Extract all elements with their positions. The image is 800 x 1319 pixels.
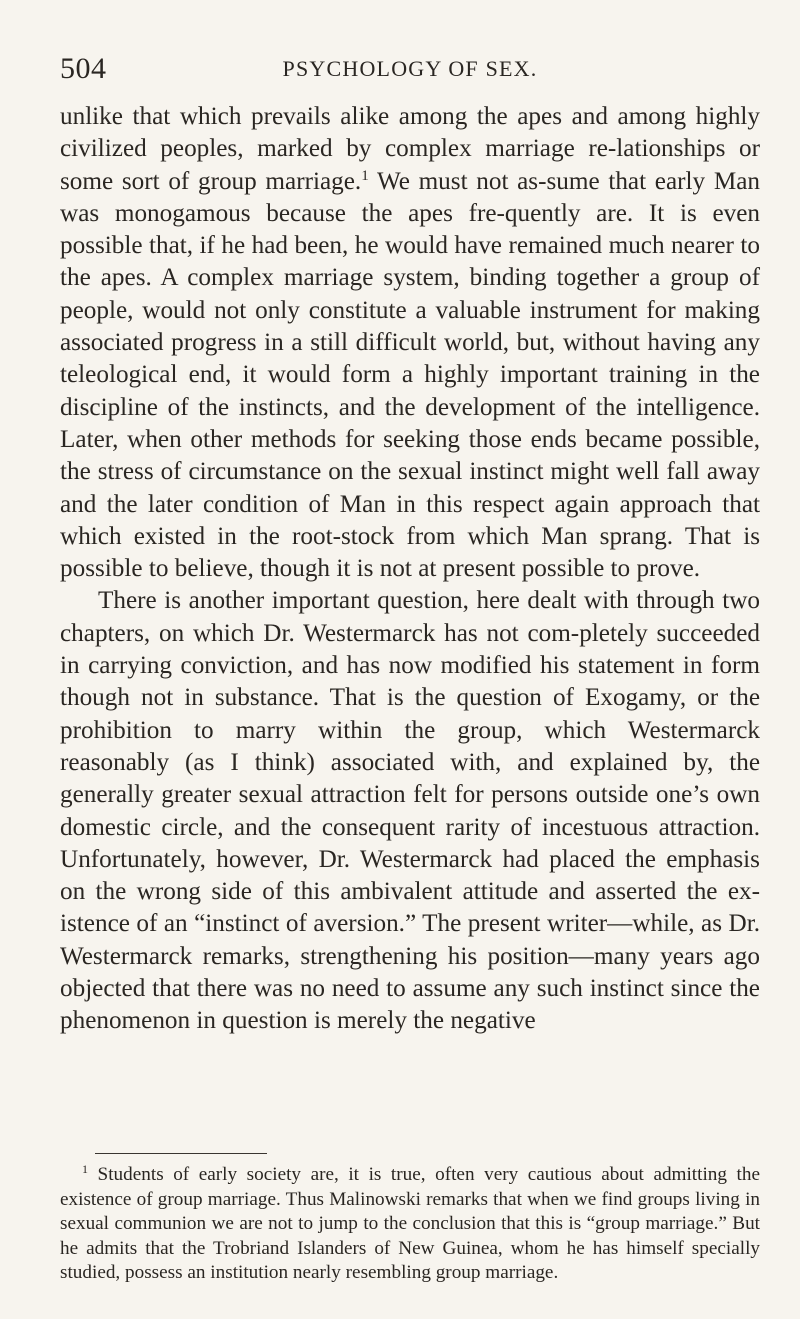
footnote-text: Students of early society are, it is true, often very cautious about admitting the existence of group marriage. Thus Malinowski remarks that when we find groups living in sexual communion we are not to jump to the conclusion that this is “group marriage.” But he admits that the Trobriand Islanders of New Guinea, whom he has himself specially studied, possess an institution nearly resembling group marriage. <box>60 1164 760 1284</box>
paragraph-1-text: unlike that which prevails alike among the apes and among highly civilized peoples, marked by complex marriage re-lationships or some sort of group marriage. <box>60 103 760 195</box>
footnote-divider <box>95 1153 267 1154</box>
main-text <box>60 101 760 1038</box>
paragraph-continued <box>60 101 760 585</box>
running-title: PSYCHOLOGY OF SEX. <box>282 56 538 81</box>
footnote-mark: 1 <box>82 1162 88 1176</box>
page-header <box>60 52 760 92</box>
footnotes <box>60 1163 760 1286</box>
footnote-1 <box>60 1163 760 1286</box>
footnote-reference: 1 <box>361 167 369 184</box>
page-number: 504 <box>60 52 107 85</box>
paragraph-2: There is another important question, here dealt with through two chapters, on which Dr. Westermarck has not com-pletely succeeded in carrying conviction, and has now modified his statement in form though not in substance. That is the question of Exogamy, or the prohibition to marry within the group, which Westermarck reasonably (as I think) associated with, and explained by, the generally greater sexual attraction felt for persons outside one’s own domestic circle, and the consequent rarity of incestuous attraction. Unfortunately, however, Dr. Westermarck had placed the emphasis on the wrong side of this ambivalent attitude and asserted the ex-istence of an “instinct of aversion.” The present writer—while, as Dr. Westermarck remarks, strengthening his position—many years ago objected that there was no need to assume any such instinct since the phenomenon in question is merely the negative <box>60 587 760 1035</box>
paragraph-1-text-continued: We must not as-sume that early Man was monogamous because the apes fre-quently are. It is even possible that, if he had been, he would have remained much nearer to the apes. A complex marriage system, binding together a group of people, would not only constitute a valuable instrument for making associated progress in a still difficult world, but, without having any teleological end, it would form a highly important training in the discipline of the instincts, and the development of the intelligence. Later, when other methods for seeking those ends became possible, the stress of circumstance on the sexual instinct might well fall away and the later condition of Man in this respect again approach that which existed in the root-stock from which Man sprang. That is possible to believe, though it is not at present possible to prove. <box>60 167 760 583</box>
